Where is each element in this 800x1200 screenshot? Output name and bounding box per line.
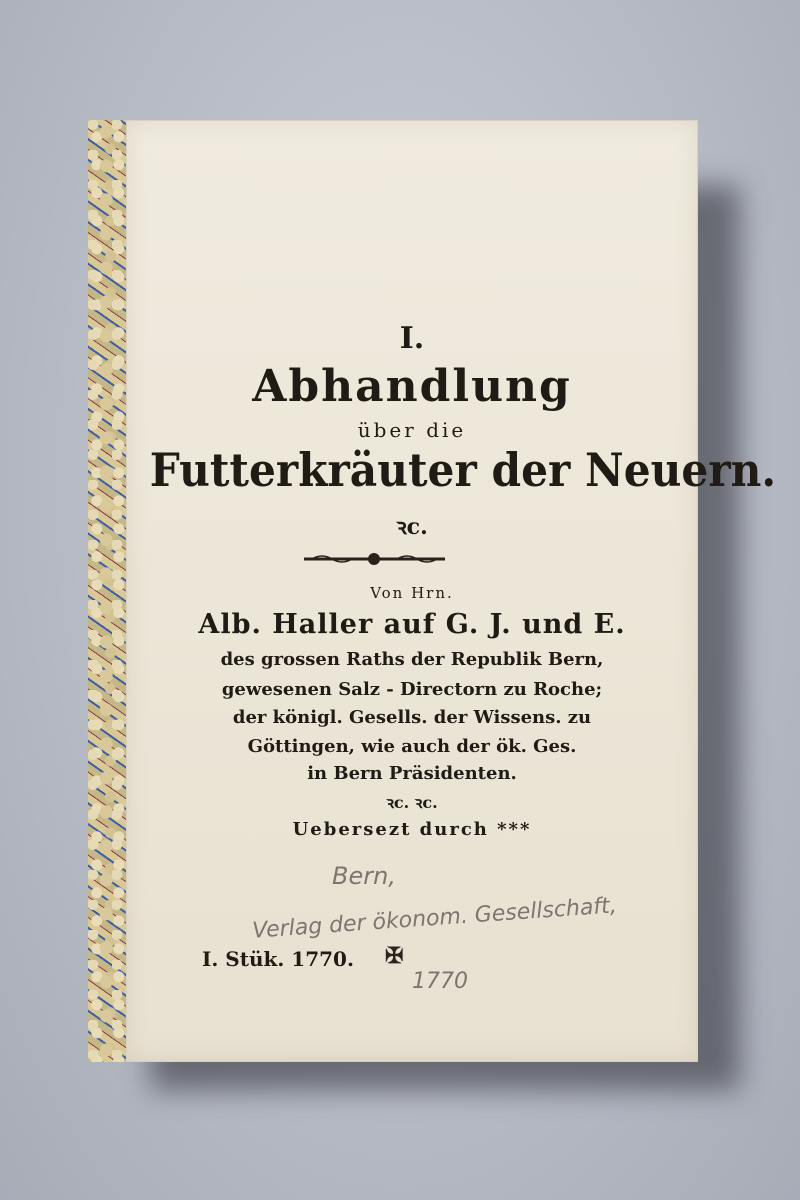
title-etc: ꝛc.	[396, 514, 428, 540]
title-page	[126, 120, 777, 1062]
part-number: I.	[399, 321, 425, 356]
author-name: Alb. Haller auf G. J. und E.	[198, 609, 626, 640]
author-line-3: der königl. Gesells. der Wissens. zu	[232, 707, 592, 728]
handwritten-place: Bern,	[332, 862, 396, 890]
ornament-rule-icon	[302, 552, 447, 566]
handwritten-publisher: Verlag der ökonom. Gesellschaft,	[251, 893, 618, 944]
author-etc: ꝛc. ꝛc.	[386, 793, 438, 812]
printer-mark-icon: ✠	[385, 943, 404, 969]
author-line-5: in Bern Präsidenten.	[307, 763, 517, 784]
title-line-3: Futterkräuter der Neuern.	[149, 443, 777, 497]
book	[88, 120, 777, 1062]
author-line-2: gewesenen Salz - Directorn zu Roche;	[221, 679, 603, 700]
author-line-4: Göttingen, wie auch der ök. Ges.	[247, 736, 577, 757]
title-line-2: über die	[357, 418, 467, 442]
translator-line: Uebersezt durch ***	[292, 819, 532, 840]
author-line-1: des grossen Raths der Republik Bern,	[220, 649, 604, 670]
by-line: Von Hrn.	[370, 584, 454, 602]
handwritten-year: 1770	[412, 969, 468, 994]
title-line-1: Abhandlung	[252, 361, 572, 412]
part-imprint: I. Stük. 1770.	[202, 947, 354, 971]
